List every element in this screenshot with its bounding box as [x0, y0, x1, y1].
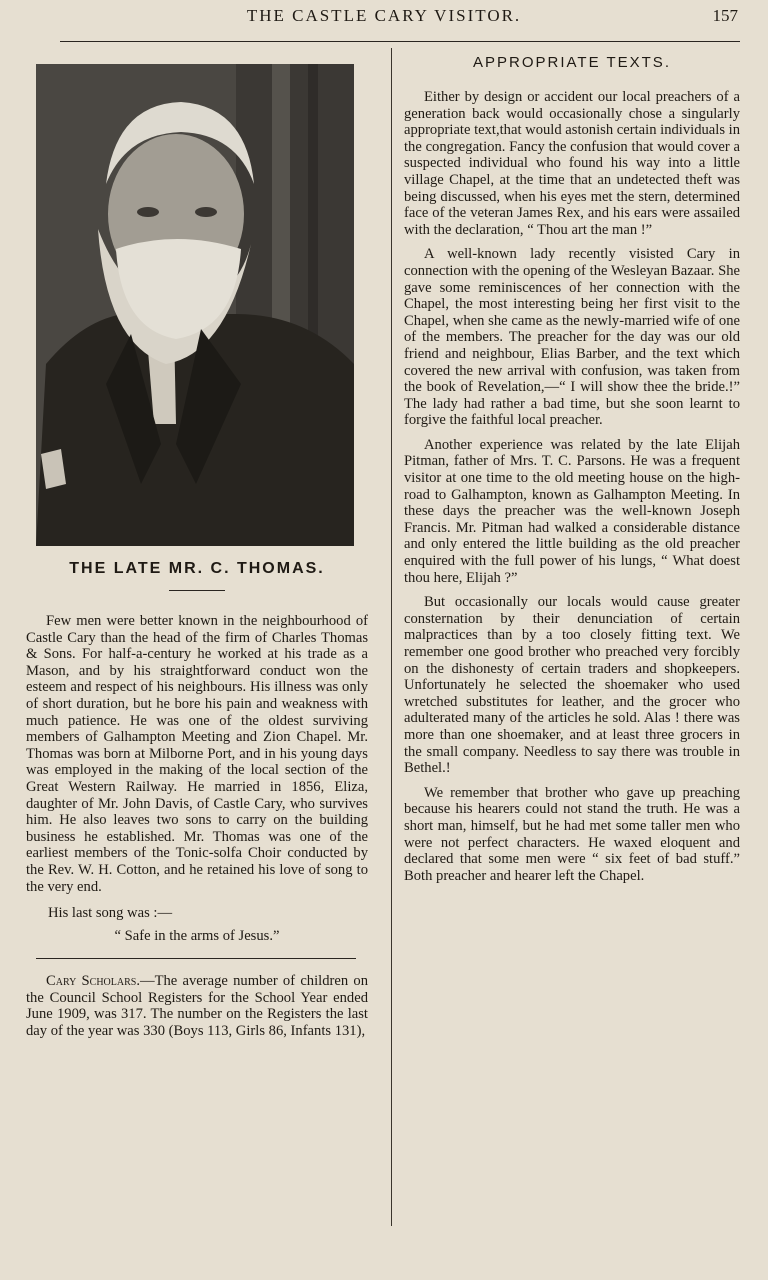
right-column [404, 48, 740, 884]
portrait-illustration [36, 64, 354, 546]
obituary-paragraph: Few men were better known in the neighbourhood of Castle Cary than the head of the firm of Charles Thomas & Sons. For half-a-century he worked at his trade as a Mason, and by his straightforward conduct won the esteem and respect of his neighbours. His illness was only of short duration, but he bore his pain and weakness with much patience. He was one of the oldest surviving members of Galhampton Meeting and Zion Chapel. Mr. Thomas was born at Milborne Port, and in his young days was employed in the making of the local section of the Great Western Railway. He married in 1856, Eliza, daughter of Mr. John Davis, of Castle Cary, who survives him. He also leaves two sons to carry on the building business he established. Mr. Thomas was one of the earliest members of the Tonic-solfa Choir conducted by the Rev. W. H. Cotton, and he retained his love of song to the very end. [26, 613, 368, 895]
article-paragraph: A well-known lady recently visisted Cary in connection with the opening of the Wesleyan Bazaar. She gave some reminiscences of her connection with the Chapel, the most interesting being her first visit to the Chapel, when she came as the newly-married wife of one of the members. The preacher for the day was our old friend and neighbour, Elias Barber, and the text which covered the new arrival with confusion, was taken from the book of Revelation,—“ I will show thee the bride.!” The lady had rather a bad time, but she soon learnt to forgive the faithful local preacher. [404, 246, 740, 429]
portrait-caption: THE LATE MR. C. THOMAS. [69, 560, 325, 577]
section-rule [36, 958, 356, 959]
song-title: “ Safe in the arms of Jesus.” [114, 927, 280, 944]
header-rule [60, 41, 740, 42]
portrait-photo [36, 64, 354, 546]
scholars-text: —The average number of children on the Council School Registers for the School Year ended June 1909, was 317. The number on the Registers the last day of the year was 330 (Boys 113, Girls 86, Infants 131), [26, 973, 368, 1040]
page-number: 157 [712, 6, 738, 25]
caption-rule [169, 590, 225, 591]
article-paragraph: Either by design or accident our local preachers of a generation back would occasionally chose a singularly appropriate text,that would astonish certain individuals in the congregation. Fancy the confusion that would cover a suspected individual who found his way into a little village Chapel, at the time that an undetected theft was being discussed, when his eyes met the stern, determined face of the veteran James Rex, and his ears were assailed with the declaration, “ Thou art the man !” [404, 89, 740, 238]
article-paragraph: We remember that brother who gave up preaching because his hearers could not stand the truth. He was a short man, himself, but he had met some taller men who were not perfect characters. He waxed eloquent and declared that some men were “ six feet of bad stuff.” Both preacher and hearer left the Chapel. [404, 784, 740, 884]
left-column [26, 48, 368, 1040]
article-paragraph: Another experience was related by the late Elijah Pitman, father of Mrs. T. C. Parsons. He was a frequent visitor at one time to the old meeting house on the high-road to Galhampton, known as Galhampton Meeting. In these days the preacher was the well-known Joseph Francis. Mr. Pitman had walked a considerable distance and only entered the little building as the old preacher enquired with the full power of his lungs, “ What doest thou here, Elijah ?” [404, 436, 740, 586]
cary-scholars-paragraph [26, 973, 368, 1039]
song-intro: His last song was :— [48, 905, 173, 922]
column-divider [391, 48, 392, 1226]
running-title: THE CASTLE CARY VISITOR. [246, 6, 522, 25]
article-paragraph: But occasionally our locals would cause greater consternation by their denunciation of certain malpractices than by a too closely fitting text. We remember one good brother who preached very forcibly on the dishonesty of certain traders and shopkeepers. Unfortunately he selected the shoemaker who used wretched substitutes for leather, and the grocer who adulterated many of the articles he sold. Alas ! there was more than one shoemaker, and at least three grocers in the small company. Needless to say there was trouble in Bethel.! [404, 594, 740, 777]
scholars-heading: Cary Scholars. [46, 973, 140, 990]
article-title: APPROPRIATE TEXTS. [473, 54, 671, 71]
